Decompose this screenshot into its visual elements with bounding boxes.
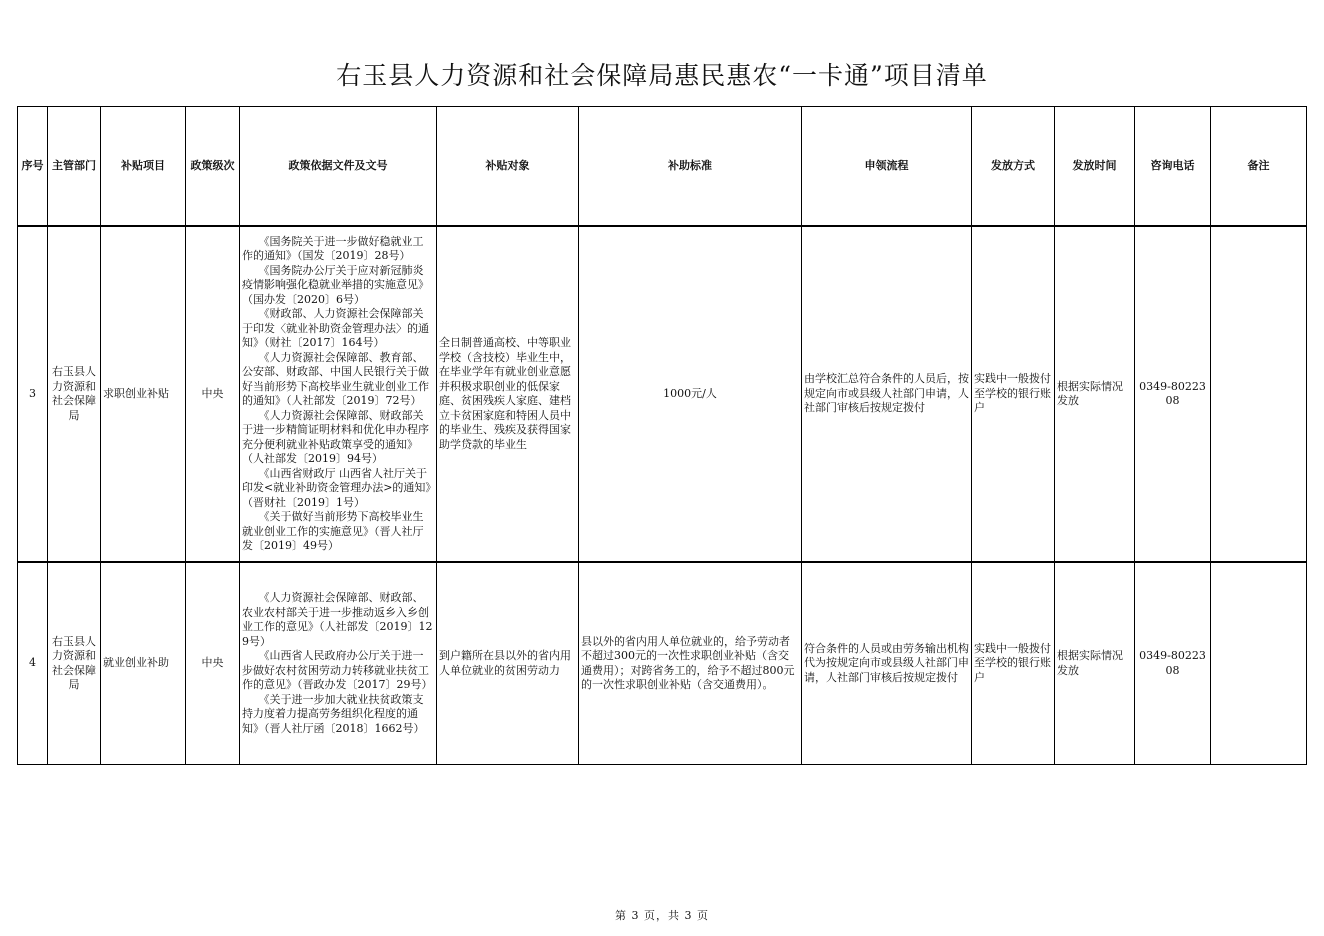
cell-no: 4 xyxy=(18,562,48,765)
cell-standard: 县以外的省内用人单位就业的，给予劳动者不超过300元的一次性求职创业补贴（含交通费用）；对跨省务工的，给予不超过800元的一次性求职创业补贴（含交通费用）。 xyxy=(579,562,802,765)
page-footer: 第 3 页，共 3 页 xyxy=(615,909,709,922)
policy-doc: 《关于做好当前形势下高校毕业生就业创业工作的实施意见》（晋人社厅发〔2019〕49号） xyxy=(242,510,424,552)
cell-time: 根据实际情况发放 xyxy=(1055,562,1135,765)
cell-phone: 0349-8022308 xyxy=(1135,562,1211,765)
cell-policy xyxy=(240,562,437,765)
header-method: 发放方式 xyxy=(972,107,1055,227)
policy-doc: 《人力资源社会保障部、财政部关于进一步精简证明材料和优化申办程序充分便利就业补贴政策享受的通知》（人社部发〔2019〕94号） xyxy=(242,408,429,465)
header-standard: 补助标准 xyxy=(579,107,802,227)
cell-item: 就业创业补助 xyxy=(101,562,186,765)
header-dept: 主管部门 xyxy=(48,107,101,227)
cell-dept: 右玉县人力资源和社会保障局 xyxy=(48,226,101,562)
cell-policy xyxy=(240,226,437,562)
header-process: 申领流程 xyxy=(802,107,972,227)
header-phone: 咨询电话 xyxy=(1135,107,1211,227)
cell-no: 3 xyxy=(18,226,48,562)
header-target: 补贴对象 xyxy=(437,107,579,227)
policy-doc: 《人力资源社会保障部、财政部、农业农村部关于进一步推动返乡入乡创业工作的意见》（人社部发〔2019〕129号） xyxy=(242,591,433,648)
header-time: 发放时间 xyxy=(1055,107,1135,227)
header-item: 补贴项目 xyxy=(101,107,186,227)
header-level: 政策级次 xyxy=(186,107,240,227)
page-title: 右玉县人力资源和社会保障局惠民惠农“一卡通”项目清单 xyxy=(336,61,988,90)
policy-doc: 《关于进一步加大就业扶贫政策支持力度着力提高劳务组织化程度的通知》（晋人社厅函〔2018〕1662号） xyxy=(242,692,425,735)
policy-doc: 《国务院办公厅关于应对新冠肺炎疫情影响强化稳就业举措的实施意见》（国办发〔2020〕6号） xyxy=(242,263,429,306)
policy-doc: 《山西省人民政府办公厅关于进一步做好农村贫困劳动力转移就业扶贫工作的意见》（晋政办发〔2017〕29号） xyxy=(242,649,433,691)
policy-doc: 《财政部、人力资源社会保障部关于印发〈就业补助资金管理办法〉的通知》（财社〔2017〕164号） xyxy=(242,307,429,349)
cell-process: 符合条件的人员或由劳务输出机构代为按规定向市或县级人社部门申请，人社部门审核后按规定拨付 xyxy=(802,562,972,765)
cell-standard: 1000元/人 xyxy=(579,226,802,562)
table-row xyxy=(18,226,1307,562)
cell-method: 实践中一般拨付至学校的银行账户 xyxy=(972,562,1055,765)
header-note: 备注 xyxy=(1211,107,1307,227)
cell-target: 到户籍所在县以外的省内用人单位就业的贫困劳动力 xyxy=(437,562,579,765)
cell-method: 实践中一般拨付至学校的银行账户 xyxy=(972,226,1055,562)
cell-note xyxy=(1211,562,1307,765)
policy-doc: 《人力资源社会保障部、教育部、公安部、财政部、中国人民银行关于做好当前形势下高校毕业生就业创业工作的通知》（人社部发〔2019〕72号） xyxy=(242,350,429,407)
cell-phone: 0349-8022308 xyxy=(1135,226,1211,562)
cell-dept: 右玉县人力资源和社会保障局 xyxy=(48,562,101,765)
project-table xyxy=(17,106,1307,765)
cell-level: 中央 xyxy=(186,562,240,765)
cell-target: 全日制普通高校、中等职业学校（含技校）毕业生中，在毕业学年有就业创业意愿并积极求职创业的低保家庭、贫困残疾人家庭、建档立卡贫困家庭和特困人员中的毕业生、残疾及获得国家助学贷款的毕业生 xyxy=(437,226,579,562)
policy-doc: 《国务院关于进一步做好稳就业工作的通知》（国发〔2019〕28号） xyxy=(242,234,424,262)
cell-level: 中央 xyxy=(186,226,240,562)
cell-item: 求职创业补贴 xyxy=(101,226,186,562)
header-no: 序号 xyxy=(18,107,48,227)
cell-note xyxy=(1211,226,1307,562)
header-policy: 政策依据文件及文号 xyxy=(240,107,437,227)
cell-time: 根据实际情况发放 xyxy=(1055,226,1135,562)
table-row xyxy=(18,562,1307,765)
cell-process: 由学校汇总符合条件的人员后，按规定向市或县级人社部门申请，人社部门审核后按规定拨付 xyxy=(802,226,972,562)
policy-doc: 《山西省财政厅 山西省人社厅关于印发<就业补助资金管理办法>的通知》（晋财社〔2019〕1号） xyxy=(242,466,431,509)
header-row xyxy=(18,107,1307,227)
